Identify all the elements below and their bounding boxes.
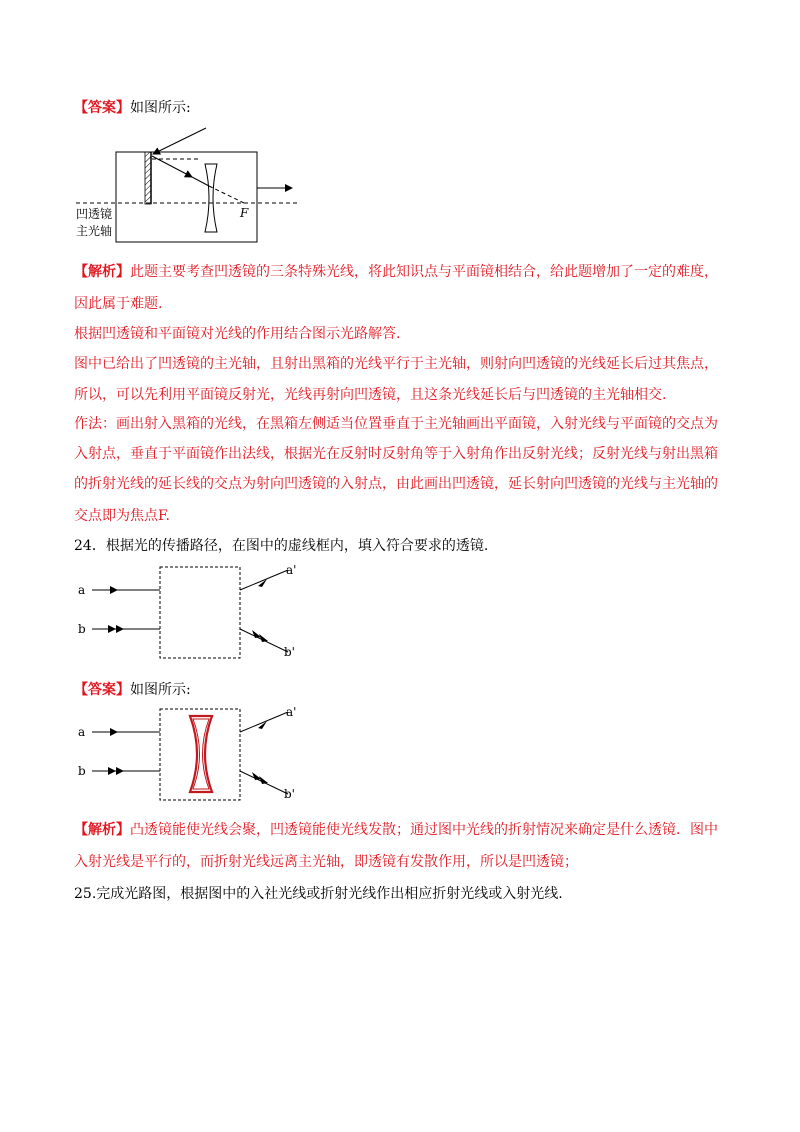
q23-analysis-line-5: 作法：画出射入黑箱的光线，在黑箱左侧适当位置垂直于主光轴画出平面镜，入射光线与平面镜的交点为 [74, 416, 718, 432]
ray-a-label: a [78, 725, 86, 739]
answer-tag: 【答案】 [74, 682, 130, 698]
q23-analysis-line-1: 因此属于难题. [74, 296, 163, 312]
ray-b-out-label: b' [284, 645, 295, 659]
q24-analysis-line-0: 【解析】凸透镜能使光线会聚，凹透镜能使光线发散；通过图中光线的折射情况来确定是什么透镜．图中 [74, 822, 718, 838]
q24-analysis-line-1: 入射光线是平行的，而折射光线远离主光轴，即透镜有发散作用，所以是凹透镜； [74, 854, 578, 870]
ray-b-label: b [78, 764, 86, 778]
q24-question: 24．根据光的传播路径，在图中的虚线框内，填入符合要求的透镜. [74, 538, 489, 554]
q23-analysis-line-7: 的折射光线的延长线的交点为射向凹透镜的入射点，由此画出凹透镜，延长射向凹透镜的光线与主光轴的 [74, 476, 718, 492]
q23-analysis-line-8: 交点即为焦点F. [74, 508, 170, 524]
ray-a-out-label: a' [286, 705, 297, 719]
q23-analysis-line-3: 图中已给出了凹透镜的主光轴，且射出黑箱的光线平行于主光轴，则射向凹透镜的光线延长后过其焦点， [74, 356, 718, 372]
q23-analysis-line-4: 所以，可以先利用平面镜反射光，光线再射向凹透镜，且这条光线延长后与凹透镜的主光轴相交. [74, 387, 667, 403]
ray-b-label: b [78, 622, 86, 636]
concave-lens-icon [190, 716, 212, 792]
q23-answer-line [74, 98, 730, 118]
q24-question-figure [72, 562, 302, 660]
q24-answer-line [74, 680, 730, 700]
q23-analysis-line-0: 【解析】此题主要考查凹透镜的三条特殊光线，将此知识点与平面镜相结合，给此题增加了一定的难度， [74, 264, 718, 280]
analysis-tag: 【解析】 [74, 264, 130, 280]
focus-label: F [240, 206, 249, 220]
q23-analysis-line-2: 根据凹透镜和平面镜对光线的作用结合图示光路解答. [74, 326, 401, 342]
q24-answer-figure [72, 704, 302, 802]
answer-text: 如图所示: [130, 682, 191, 698]
ray-a-label: a [78, 583, 86, 597]
q23-analysis-line-6: 入射点，垂直于平面镜作出法线，根据光在反射时反射角等于入射角作出反射光线；反射光线与射出黑箱 [74, 446, 718, 462]
answer-text: 如图所示: [130, 100, 191, 116]
q25-question: 25.完成光路图，根据图中的入社光线或折射光线作出相应折射光线或入射光线. [74, 886, 563, 902]
ray-b-out-label: b' [284, 787, 295, 801]
axis-label-1: 凹透镜 [76, 207, 113, 221]
q23-figure [72, 122, 302, 244]
axis-label-2: 主光轴 [76, 224, 113, 238]
answer-tag: 【答案】 [74, 100, 130, 116]
ray-a-out-label: a' [286, 563, 297, 577]
analysis-tag: 【解析】 [74, 822, 130, 838]
